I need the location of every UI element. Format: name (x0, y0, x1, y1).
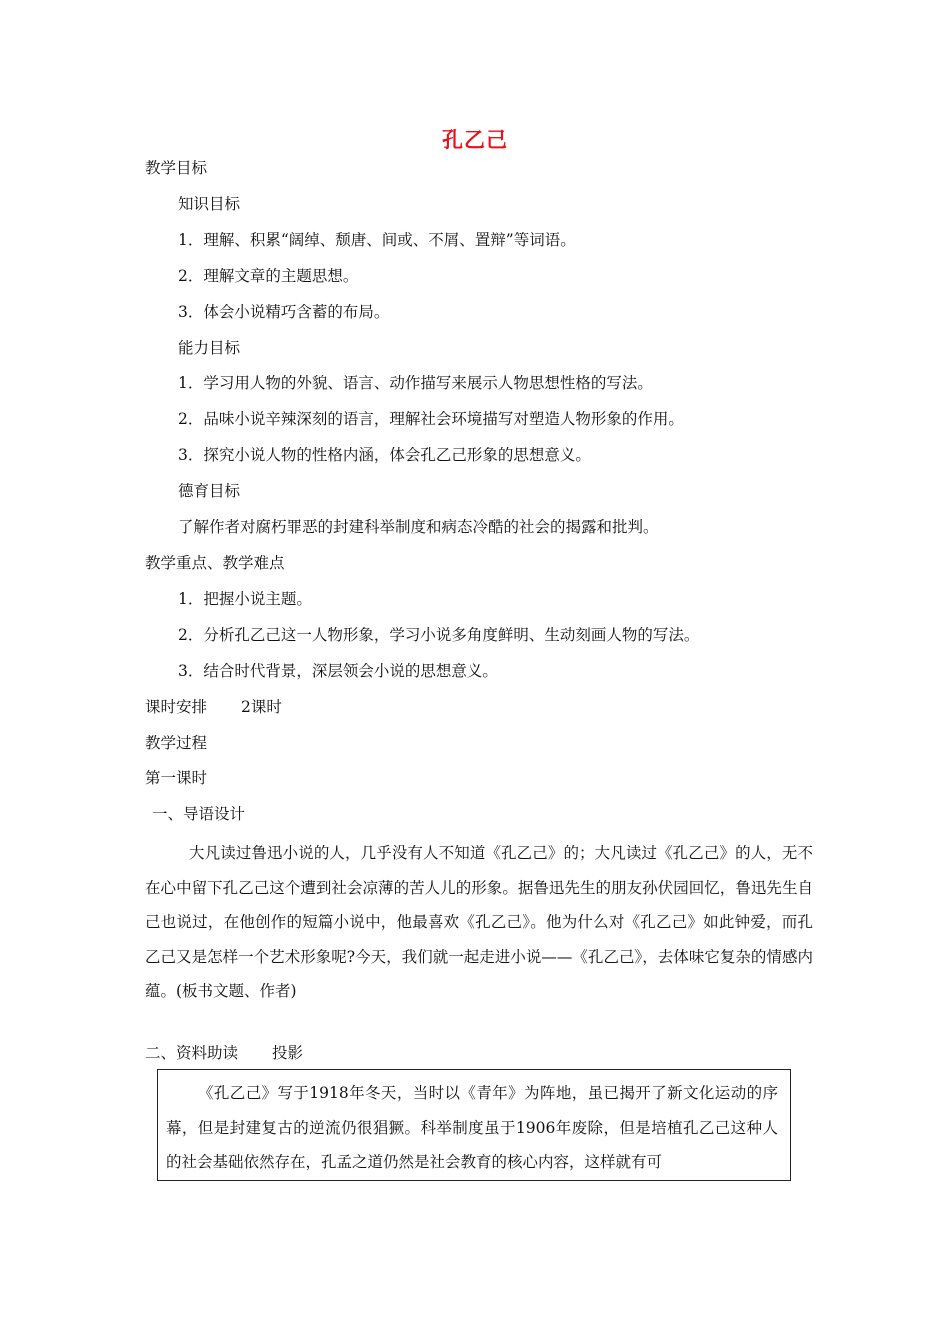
key-item-1: 1．把握小说主题。 (178, 590, 312, 608)
reading-heading: 二、资料助读 (145, 1044, 239, 1062)
section-heading-key-points: 教学重点、教学难点 (145, 554, 285, 572)
projection-text: 《孔乙己》写于1918年冬天，当时以《青年》为阵地，虽已揭开了新文化运动的序幕，但是封建复古的逆流仍很猖獗。科举制度虽于1906年废除，但是培植孔乙己这种人的社会基础依然存在，孔孟之道仍然是社会教育的核心内容，这样就有可 (166, 1084, 778, 1171)
schedule-label: 课时安排 (145, 698, 208, 716)
subheading-knowledge-goals: 知识目标 (178, 195, 241, 213)
reading-note: 投影 (272, 1044, 304, 1062)
ability-item-3: 3．探究小说人物的性格内涵，体会孔乙己形象的思想意义。 (178, 446, 591, 464)
section-heading-process: 教学过程 (145, 734, 208, 752)
section-heading-teaching-goals: 教学目标 (145, 159, 208, 177)
lesson-heading: 第一课时 (145, 769, 208, 787)
ability-item-2: 2．品味小说辛辣深刻的语言，理解社会环境描写对塑造人物形象的作用。 (178, 410, 684, 428)
schedule-value: 2课时 (241, 698, 282, 716)
schedule-line (145, 697, 282, 717)
page-title: 孔乙己 (442, 128, 508, 152)
knowledge-item-1: 1．理解、积累“阔绰、颓唐、间或、不屑、置辩”等词语。 (178, 231, 576, 249)
projection-box (157, 1069, 791, 1181)
key-item-2: 2．分析孔乙己这一人物形象，学习小说多角度鲜明、生动刻画人物的写法。 (178, 626, 700, 644)
moral-goal-text: 了解作者对腐朽罪恶的封建科举制度和病态冷酷的社会的揭露和批判。 (178, 518, 659, 536)
knowledge-item-3: 3．体会小说精巧含蓄的布局。 (178, 303, 390, 321)
subheading-moral-goals: 德育目标 (178, 482, 241, 500)
reading-heading-line (145, 1043, 303, 1063)
intro-paragraph: 大凡读过鲁迅小说的人，几乎没有人不知道《孔乙己》的；大凡读过《孔乙己》的人，无不在心中留下孔乙己这个遭到社会凉薄的苦人儿的形象。据鲁迅先生的朋友孙伏园回忆，鲁迅先生自己也说过，在他创作的短篇小说中，他最喜欢《孔乙己》。他为什么对《孔乙己》如此钟爱，而孔乙己又是怎样一个艺术形象呢?今天，我们就一起走进小说——《孔乙己》，去体味它复杂的情感内蕴。(板书文题、作者) (145, 844, 813, 1000)
ability-item-1: 1．学习用人物的外貌、语言、动作描写来展示人物思想性格的写法。 (178, 374, 653, 392)
key-item-3: 3．结合时代背景，深层领会小说的思想意义。 (178, 662, 498, 680)
knowledge-item-2: 2．理解文章的主题思想。 (178, 267, 359, 285)
intro-heading: 一、导语设计 (152, 805, 246, 823)
subheading-ability-goals: 能力目标 (178, 339, 241, 357)
